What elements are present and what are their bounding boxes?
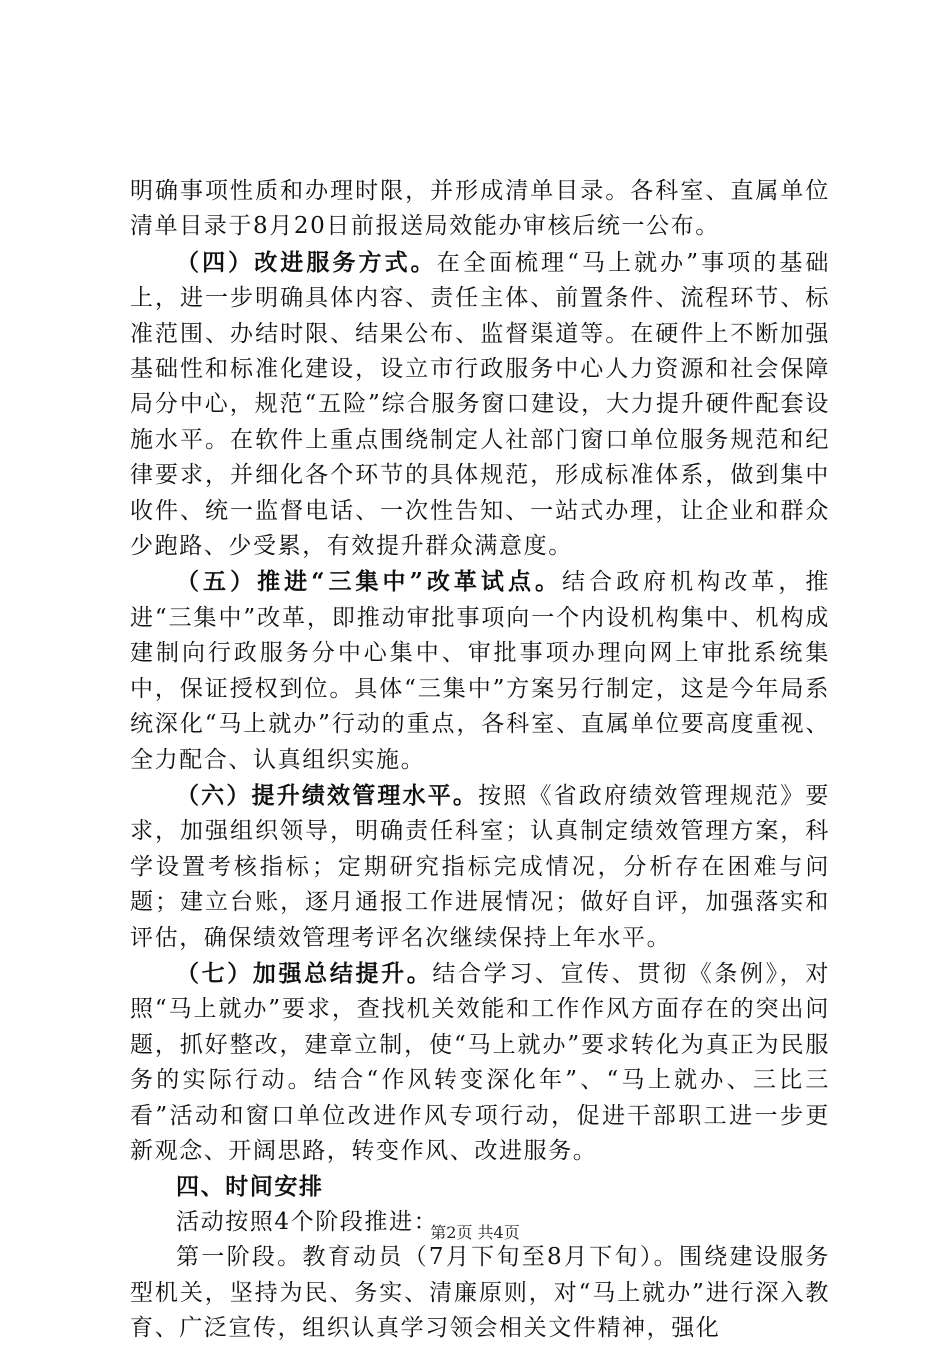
paragraph-summary <box>130 956 830 1169</box>
paragraph-stage-one: 第一阶段。教育动员（7月下旬至8月下旬）。围绕建设服务型机关，坚持为民、务实、清廉原则，对“马上就办”进行深入教育、广泛宣传，组织认真学习领会相关文件精神，强化 <box>130 1244 830 1341</box>
paragraph-lead: （四）改进服务方式。 <box>176 248 437 276</box>
paragraph-text: 在全面梳理“马上就办”事项的基础上，进一步明确具体内容、责任主体、前置条件、流程环节、标准范围、办结时限、结果公布、监督渠道等。在硬件上不断加强基础性和标准化建设，设立市行政服务中心人力资源和社会保障局分中心，规范“五险”综合服务窗口建设，大力提升硬件配套设施水平。在软件上重点围绕制定人社部门窗口单位服务规范和纪律要求，并细化各个环节的具体规范，形成标准体系，做到集中收件、统一监督电话、一次性告知、一站式办理，让企业和群众少跑路、少受累，有效提升群众满意度。 <box>130 249 830 560</box>
section-heading: 四、时间安排 <box>176 1173 324 1201</box>
paragraph-performance <box>130 778 830 956</box>
document-body <box>130 174 830 1346</box>
paragraph-three-concentration <box>130 564 830 777</box>
paragraph-text: 结合政府机构改革，推进“三集中”改革，即推动审批事项向一个内设机构集中、机构成建制向行政服务分中心集中、审批事项办理向网上审批系统集中，保证授权到位。具体“三集中”方案另行制定，这是今年局系统深化“马上就办”行动的重点，各科室、直属单位要高度重视、全力配合、认真组织实施。 <box>130 569 830 773</box>
page-number-footer: 第2页 共4页 <box>430 1223 520 1242</box>
paragraph-text: 结合学习、宣传、贯彻《条例》，对照“马上就办”要求，查找机关效能和工作作风方面存在的突出问题，抓好整改，建章立制，使“马上就办”要求转化为真正为民服务的实际行动。结合“作风转变深化年”、“马上就办、三比三看”活动和窗口单位改进作风专项行动，促进干部职工进一步更新观念、开阔思路，转变作风、改进服务。 <box>130 960 830 1164</box>
paragraph-stages-intro: 活动按照4个阶段推进： <box>176 1208 439 1235</box>
paragraph-lead: （五）推进“三集中”改革试点。 <box>176 568 563 596</box>
paragraph-text: 按照《省政府绩效管理规范》要求，加强组织领导，明确责任科室；认真制定绩效管理方案，科学设置考核指标；定期研究指标完成情况，分析存在困难与问题；建立台账，逐月通报工作进展情况；做好自评，加强落实和评估，确保绩效管理考评名次继续保持上年水平。 <box>130 782 830 951</box>
paragraph-lead: （七）加强总结提升。 <box>176 959 433 987</box>
paragraph-continuation <box>130 174 830 245</box>
paragraph-improve-service <box>130 245 830 565</box>
paragraph-text: 明确事项性质和办理时限，并形成清单目录。各科室、直属单位清单目录于8月20日前报送局效能办审核后统一公布。 <box>130 178 830 240</box>
paragraph-lead: （六）提升绩效管理水平。 <box>176 781 479 809</box>
